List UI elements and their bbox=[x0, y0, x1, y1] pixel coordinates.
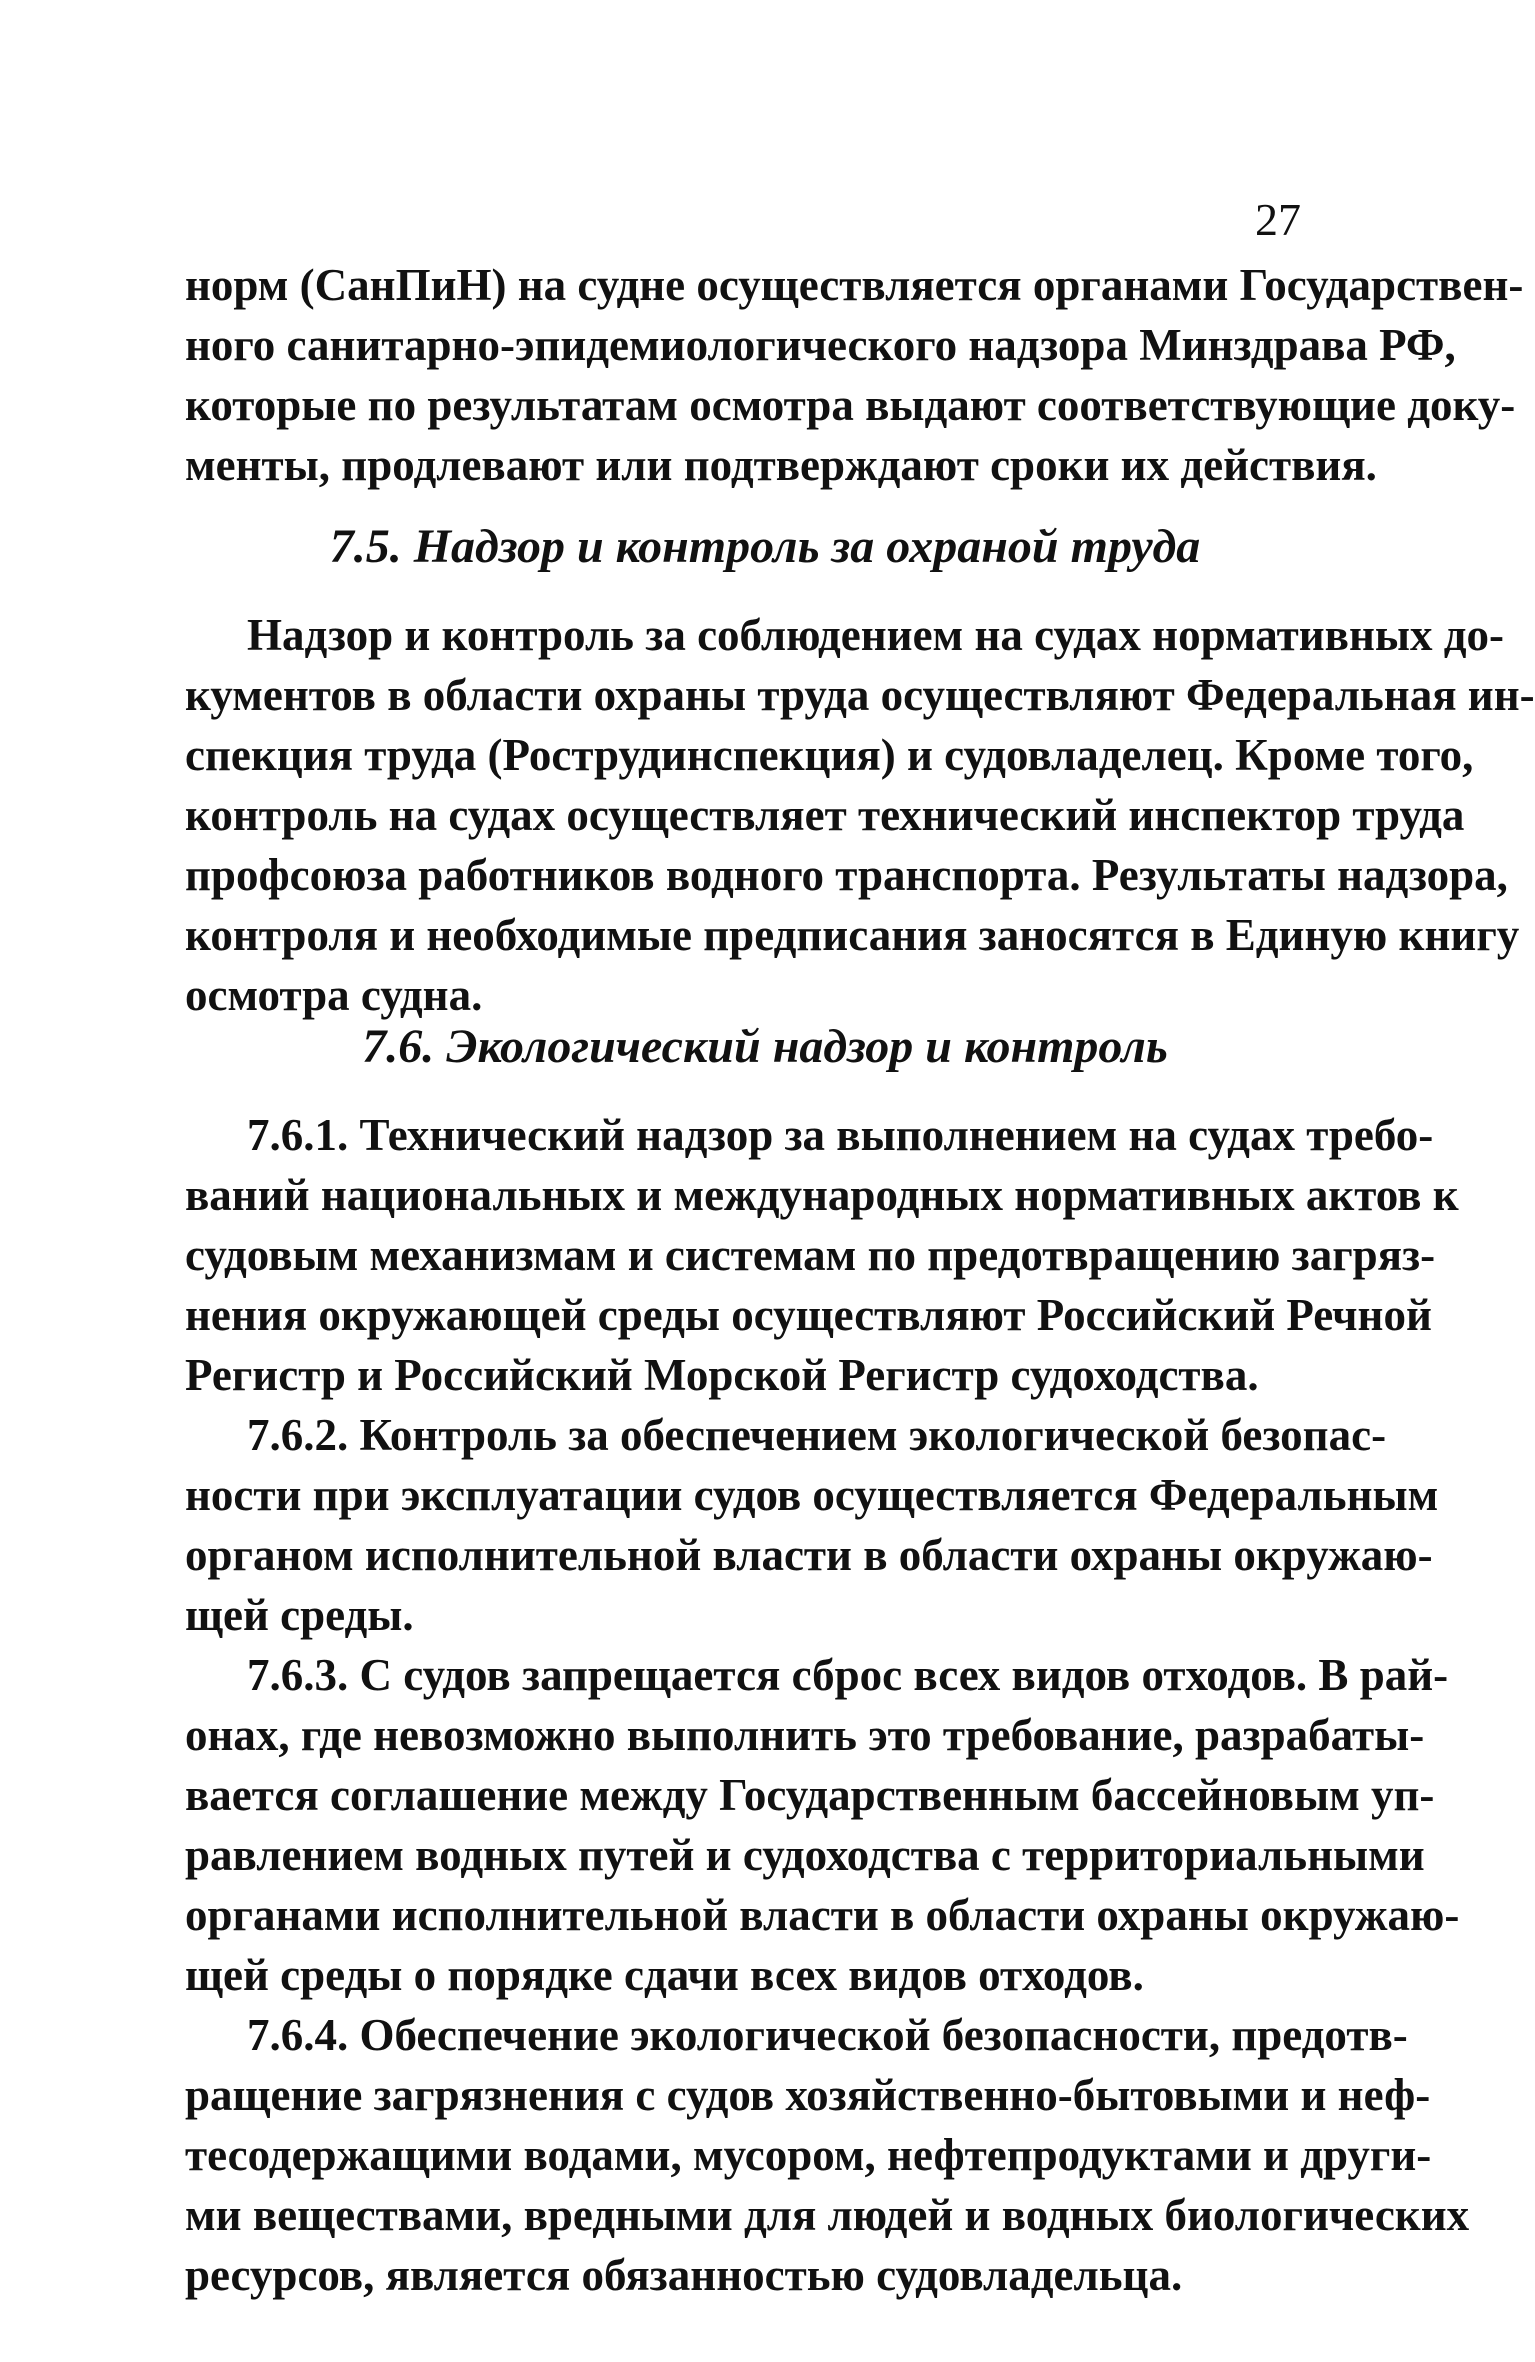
text-line: нения окружающей среды осуществляют Российский Речной bbox=[185, 1290, 1432, 1340]
text-line: кументов в области охраны труда осуществляют Федеральная ин- bbox=[185, 670, 1535, 720]
text-line: 7.6.2. Контроль за обеспечением экологической безопас- bbox=[247, 1410, 1387, 1460]
text-line: менты, продлевают или подтверждают сроки их действия. bbox=[185, 440, 1377, 490]
text-line: органом исполнительной власти в области охраны окружаю- bbox=[185, 1530, 1433, 1580]
page-number: 27 bbox=[1255, 194, 1301, 245]
text-line: которые по результатам осмотра выдают соответствующие доку- bbox=[185, 380, 1516, 430]
text-line: контроль на судах осуществляет технический инспектор труда bbox=[185, 790, 1465, 840]
text-line: 7.6.3. С судов запрещается сброс всех видов отходов. В рай- bbox=[247, 1650, 1449, 1700]
text-line: ного санитарно-эпидемиологического надзора Минздрава РФ, bbox=[185, 320, 1456, 370]
text-line: 7.6.4. Обеспечение экологической безопасности, предотв- bbox=[247, 2010, 1408, 2060]
text-line: равлением водных путей и судоходства с территориальными bbox=[185, 1830, 1425, 1880]
text-line: ми веществами, вредными для людей и водных биологических bbox=[185, 2190, 1470, 2240]
text-line: тесодержащими водами, мусором, нефтепродуктами и други- bbox=[185, 2130, 1432, 2180]
text-line: Регистр и Российский Морской Регистр судоходства. bbox=[185, 1350, 1259, 1400]
text-line: ресурсов, является обязанностью судовладельца. bbox=[185, 2250, 1183, 2300]
text-line: контроля и необходимые предписания заносятся в Единую книгу bbox=[185, 910, 1520, 960]
paragraph-7-6-3 bbox=[185, 1645, 1460, 2005]
text-line: осмотра судна. bbox=[185, 970, 483, 1020]
text-line: вается соглашение между Государственным бассейновым уп- bbox=[185, 1770, 1435, 1820]
text-line: органами исполнительной власти в области охраны окружаю- bbox=[185, 1890, 1460, 1940]
text-line: Надзор и контроль за соблюдением на судах нормативных до- bbox=[247, 610, 1505, 660]
paragraph-7-6-1 bbox=[185, 1105, 1459, 1405]
section-heading-7-6: 7.6. Экологический надзор и контроль bbox=[362, 1020, 1168, 1073]
text-line: щей среды о порядке сдачи всех видов отходов. bbox=[185, 1950, 1144, 2000]
text-line: спекция труда (Рострудинспекция) и судовладелец. Кроме того, bbox=[185, 730, 1474, 780]
text-line: ращение загрязнения с судов хозяйственно-бытовыми и неф- bbox=[185, 2070, 1431, 2120]
paragraph-7-6-2 bbox=[185, 1405, 1439, 1645]
paragraph-7-6-4 bbox=[185, 2005, 1470, 2305]
text-line: ности при эксплуатации судов осуществляется Федеральным bbox=[185, 1470, 1439, 1520]
text-line: судовым механизмам и системам по предотвращению загряз- bbox=[185, 1230, 1436, 1280]
text-line: ваний национальных и международных нормативных актов к bbox=[185, 1170, 1459, 1220]
text-line: щей среды. bbox=[185, 1590, 414, 1640]
section-heading-7-5: 7.5. Надзор и контроль за охраной труда bbox=[329, 520, 1201, 573]
section-7-5-paragraph bbox=[185, 605, 1535, 1025]
text-line: 7.6.1. Технический надзор за выполнением на судах требо- bbox=[247, 1110, 1434, 1160]
intro-paragraph bbox=[185, 255, 1524, 495]
text-line: онах, где невозможно выполнить это требование, разрабаты- bbox=[185, 1710, 1425, 1760]
text-line: норм (СанПиН) на судне осуществляется органами Государствен- bbox=[185, 260, 1524, 310]
text-line: профсоюза работников водного транспорта. Результаты надзора, bbox=[185, 850, 1508, 900]
